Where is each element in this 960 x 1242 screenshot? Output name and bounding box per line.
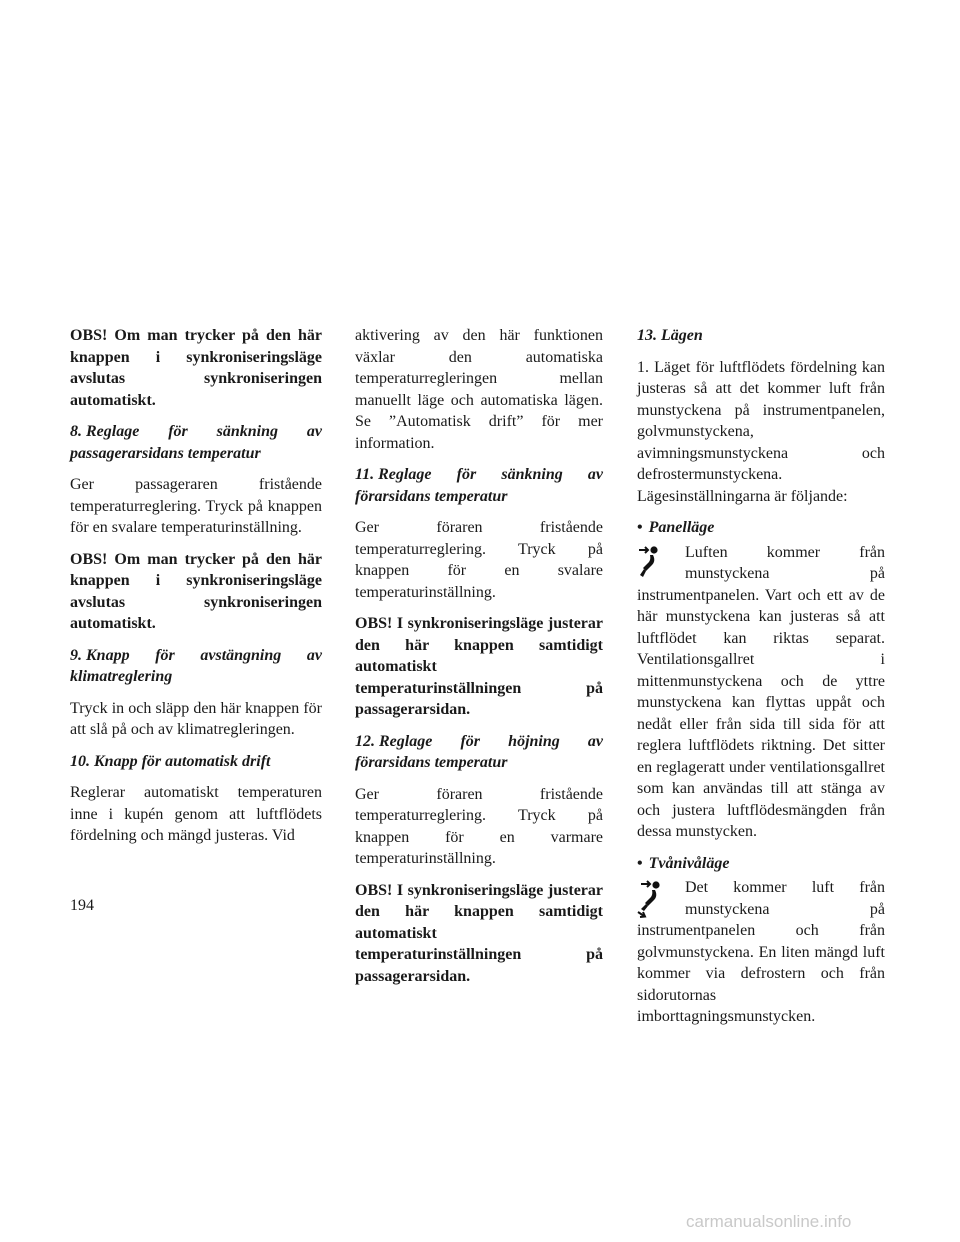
section-heading-9 — [70, 645, 322, 688]
section-heading-13 — [637, 325, 885, 347]
paragraph: Reglerar automatiskt temperaturen inne i kupén genom att luftflödets fördelning och mängd justeras. Vid — [70, 784, 322, 844]
heading-text: Reglage för sänkning av passagerarsidans temperatur — [70, 423, 322, 462]
column-middle — [355, 325, 603, 997]
bullet-dot: • — [637, 854, 643, 872]
paragraph: Ger föraren fristående temperaturreglering. Tryck på knappen för en svalare temperaturinställning. — [355, 519, 603, 601]
paragraph: 1. Läget för luftflödets fördelning kan justeras så att det kommer luft från munstyckena på instrumentpanelen, golvmunstyckena, avimningsmunstyckena och defrostermunstyckena. Lägesinställningarna är följande: — [637, 358, 885, 505]
panel-mode-icon — [637, 544, 663, 584]
heading-text: Reglage för sänkning av förarsidans temperatur — [355, 466, 603, 505]
section-heading-10 — [70, 751, 322, 773]
bullet-title: Tvånivåläge — [648, 854, 730, 872]
bullet-bilevel-mode — [637, 853, 885, 875]
heading-number: 13. — [637, 327, 657, 344]
bullet-text: Luften kommer från munstyckena på instrumentpanelen. Vart och ett av de här munstyckena kan justeras så att luftflödet kan riktas separat. Ventilationsgallret i mittenmunstyckena och de yttre munstyckena kan flyttas uppåt och nedåt eller från sida till sida för att reglera luftflödets riktning. Det sitter en reglageratt under ventilationsgallret som kan användas till att stänga av och justera luftflödesmängden från dessa munstycken. — [637, 543, 885, 840]
note-obs: OBS! I synkroniseringsläge justerar den här knappen samtidigt automatiskt temperaturinställningen på passagerarsidan. — [355, 615, 603, 718]
note-obs: OBS! I synkroniseringsläge justerar den här knappen samtidigt automatiskt temperaturinställningen på passagerarsidan. — [355, 881, 603, 985]
section-heading-8 — [70, 421, 322, 464]
heading-number: 8. — [70, 423, 82, 440]
section-heading-12 — [355, 731, 603, 774]
bullet-panel-mode — [637, 517, 885, 539]
note-obs: OBS! Om man trycker på den här knappen i synkroniseringsläge avslutas synkroniseringen automatiskt. — [70, 327, 322, 409]
paragraph: Ger föraren fristående temperaturreglering. Tryck på knappen för en varmare temperaturinställning. — [355, 785, 603, 867]
bullet-body — [637, 542, 885, 843]
heading-number: 11. — [355, 466, 375, 483]
heading-text: Knapp för avstängning av klimatreglering — [70, 646, 322, 685]
heading-text: Knapp för automatisk drift — [94, 752, 271, 770]
bullet-title: Panelläge — [648, 519, 715, 536]
paragraph: Tryck in och släpp den här knappen för att slå på och av klimatregleringen. — [70, 699, 322, 738]
heading-number: 10. — [70, 752, 90, 770]
page-number: 194 — [70, 897, 94, 914]
bullet-text: Det kommer luft från munstyckena på instrumentpanelen och från golvmunstyckena. En liten mängd luft kommer via defrostern och från sidorutornas imborttagningsmunstycken. — [637, 879, 885, 1025]
note-obs: OBS! Om man trycker på den här knappen i synkroniseringsläge avslutas synkroniseringen automatiskt. — [70, 550, 322, 632]
column-right — [637, 325, 885, 1038]
heading-number: 12. — [355, 732, 375, 750]
column-left — [70, 325, 322, 857]
bullet-body — [637, 877, 885, 1028]
bullet-dot: • — [637, 519, 643, 536]
paragraph: aktivering av den här funktionen växlar den automatiska temperaturregleringen mellan manuellt läge och automatiska lägen. Se ”Automatisk drift” för mer information. — [355, 327, 603, 452]
heading-text: Lägen — [661, 327, 703, 344]
paragraph: Ger passageraren fristående temperaturreglering. Tryck på knappen för en svalare temperaturinställning. — [70, 476, 322, 536]
heading-text: Reglage för höjning av förarsidans temperatur — [355, 732, 603, 771]
watermark-logo: carmanualsonline.info — [686, 1212, 852, 1231]
bilevel-mode-icon — [637, 879, 663, 919]
section-heading-11 — [355, 464, 603, 507]
heading-number: 9. — [70, 646, 82, 664]
